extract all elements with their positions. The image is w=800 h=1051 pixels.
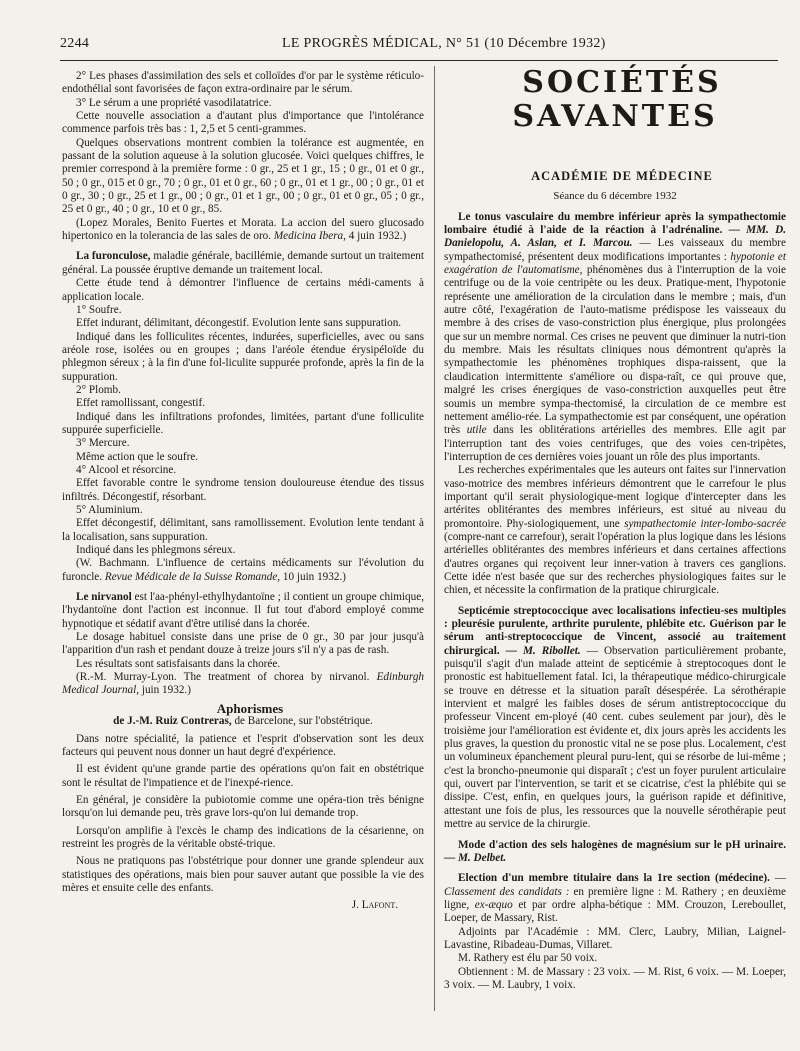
aphorism: Il est évident qu'une grande partie des opérations qu'on fait en obstétrique sont le résultat de l'impatience et de l'inexpé-rience. bbox=[62, 763, 424, 789]
paragraph: 3° Le sérum a une propriété vasodilatatrice. bbox=[76, 96, 272, 109]
paragraph: Adjoints par l'Académie : MM. Clerc, Laubry, Milian, Laignel-Lavastine, Ribadeau-Dumas, Villaret. bbox=[444, 925, 786, 951]
article-lead: La furonculose, bbox=[76, 250, 151, 263]
aphorism: Nous ne pratiquons pas l'obstétrique pour donner une grande splendeur aux statistiques des opérations, mais bien pour sauver autant que possible la vie des mères et ensuite celle des enfants. bbox=[62, 855, 424, 894]
paragraph: 2° Les phases d'assimilation des sels et colloïdes d'or par le système réticulo-endothélial sont favorisées de façon extra-ordinaire par le sérum. bbox=[62, 70, 424, 96]
paragraph: Les résultats sont satisfaisants dans la chorée. bbox=[76, 657, 281, 670]
citation: (R.-M. Murray-Lyon. The treatment of chorea by nirvanol. Edinburgh Medical Journal, juin 1932.) bbox=[62, 671, 425, 697]
paragraph: Même action que le soufre. bbox=[76, 450, 199, 463]
running-title: LE PROGRÈS MÉDICAL, N° 51 (10 Décembre 1932) bbox=[282, 36, 606, 51]
paragraph: Le dosage habituel consiste dans une prise de 0 gr., 30 par jour jusqu'à l'apparition d'un rash et pendant douze à treize jours s'il n'y a pas de rash. bbox=[62, 631, 424, 657]
paragraph: M. Rathery est élu par 50 voix. bbox=[458, 952, 598, 965]
paragraph: Quelques observations montrent combien la tolérance est augmentée, en passant de la solution aqueuse à la solution glucosée. Voici quelques chiffres, le premier correspond à la première forme : 0 gr., 25 et 1 gr., 15 ; 0 gr., 01 et 0 gr., 50 ; 0 gr., 015 et 0 gr., 70 ; 0 gr., 01 et 0 gr., 60 ; 0 gr., 01 et 1 gr., 00 ; 0 gr., 01 et 0 gr., 30 ; 0 gr., 25 et 1 gr., 00 ; 0 gr., 01 et 1 gr., 00 ; 0 gr., 01 et 0 gr., 05 ; 0 gr., 25 et 0 gr., 40 ; 0 gr., 10 et 0 gr., 85. bbox=[62, 136, 424, 216]
article-furonculose: La furonculose, maladie générale, bacillémie, demande surtout un traitement général. La poussée éruptive demande un traitement local. bbox=[62, 250, 424, 276]
paragraph: Effet indurant, délimitant, décongestif. Evolution lente sans suppuration. bbox=[76, 317, 402, 330]
paragraph: Cette nouvelle association a d'autant plus d'importance que l'intolérance commence parfois très bas : 1, 2,5 et 5 centi-grammes. bbox=[62, 110, 424, 136]
aphorism: Dans notre spécialité, la patience et l'esprit d'observation sont les deux facteurs qui peuvent nous donner un haut degré d'expérience. bbox=[62, 732, 424, 758]
aphorismes-title: Aphorismes bbox=[216, 700, 284, 716]
communication-tonus: Le tonus vasculaire du membre inférieur après la sympathectomie lombaire étudié à l'aide de la réaction à l'adrénaline. — MM. D. Danielopolu, A. Aslan, et I. Marcou. — Les vaisseaux du membre sympathectomisé, présentent deux modifications importantes : hypotonie et exagération de l'automatisme, phénomènes dus à l'interruption de la voie centrifuge ou de la voie centripète ou les deux. Pratique-ment, l'hypotonie représente une amélioration de la circulation dans le membre ; mais, d'un autre côté, l'exagération de l'auto-matisme prédispose les vaisseaux du membre à des crises de vaso-constriction plus énergique, plus prolongées que sur un membre normal. Ces crises ne peuvent que diminuer la nutri-tion du membre. Mais les résultats cliniques nous démontrent qu'après la sympathectomie les phénomènes trophiques dispa-raissent, que la claudication intermittente s'améliore ou dispa-raît, ce qui prouve que, malgré les crises énergiques de vaso-constriction auxquelles peut être soumis un membre sympa-thectomisé, la circulation de ce membre est nettement amélio-rée. La sympathectomie est par conséquent, une opération très utile dans les oblitérations artérielles des membres. Elle agit par l'interruption tant des voies centrifuges, que des voies cen-tripètes, l'interruption de ces dernières voies jouant un rôle des plus importants. bbox=[444, 210, 787, 463]
aphorism: En général, je considère la pubiotomie comme une opéra-tion très bénigne lorsqu'on lui demande peu, très grave lors-qu'on lui demande trop. bbox=[62, 793, 424, 820]
paragraph: Les recherches expérimentales que les auteurs ont faites sur l'innervation vaso-motrice des membres inférieurs démontrent que le carrefour le plus important qu'il serait physiologique-ment logique d'intercepter dans les artérites oblitérantes des membres inférieurs, est situé au niveau du promontoire. Phy-siologiquement, une sympathectomie inter-lombo-sacrée (compre-nant ce carrefour), serait l'opération la plus logique dans les lésions artérielles oblitérantes des membres inférieurs et dans certaines affections d'autres organes qui reçoivent leur inner-vation à travers ces ganglions. Cette idée n'est basée que sur des recherches physiologiques faites sur le chien, et nécessite la confirmation de la pratique chirurgicale. bbox=[444, 464, 786, 597]
citation: (Lopez Morales, Benito Fuertes et Morata. La accion del suero glucosado hipertonico en la tolerancia de las sales de oro. Medicina Ibera, 4 juin 1932.) bbox=[62, 216, 424, 243]
paragraph: Indiqué dans les infiltrations profondes, limitées, partant d'une folliculite suppurée superficielle. bbox=[62, 410, 424, 436]
paragraph: Effet décongestif, délimitant, sans ramollissement. Evolution lente tendant à la localisation, sans suppuration. bbox=[62, 517, 424, 543]
aphorismes-subtitle: de J.-M. Ruiz Contreras, de Barcelone, sur l'obstétrique. bbox=[113, 715, 373, 728]
left-column bbox=[62, 66, 424, 913]
column-rule bbox=[434, 66, 435, 1011]
paragraph: Indiqué dans les folliculites récentes, indurées, superficielles, avec ou sans aréole rose, isolées ou en groupes ; dans l'aréole étendue érysipéloïde du phlegmon séreux ; à la fin d'une fol-liculite suppurée profonde, après la fin de la suppuration. bbox=[62, 330, 424, 383]
communication-magnesium: Mode d'action des sels halogènes de magnésium sur le pH urinaire. — M. Delbet. bbox=[444, 838, 786, 864]
paragraph: Cette étude tend à démontrer l'influence de certains médi-caments à application locale. bbox=[62, 277, 424, 303]
paragraph: 5° Aluminium. bbox=[76, 504, 143, 516]
section-title: SOCIÉTÉS SAVANTES bbox=[512, 65, 722, 134]
paragraph: 1° Soufre. bbox=[76, 303, 122, 316]
aphorism: Lorsqu'on amplifie à l'excès le champ des indications de la césarienne, on restreint les progrès de la véritable obsté-trique. bbox=[62, 824, 424, 850]
paragraph: 4° Alcool et résorcine. bbox=[76, 463, 177, 476]
paragraph: Obtiennent : M. de Massary : 23 voix. — M. Rist, 6 voix. — M. Loeper, 3 voix. — M. Laubry, 1 voix. bbox=[444, 965, 786, 991]
article-lead: Le nirvanol bbox=[76, 591, 132, 604]
signature: J. Lafont. bbox=[351, 899, 398, 912]
page-header bbox=[60, 22, 760, 51]
election-notice: Election d'un membre titulaire dans la 1re section (médecine). — Classement des candidats : en première ligne : M. Rathery ; en deuxième ligne, ex-æquo et par ordre alpha-bétique : MM. Crouzon, Lereboullet, Loeper, de Massary, Rist. bbox=[444, 872, 787, 925]
paragraph: 3° Mercure. bbox=[76, 437, 130, 450]
right-column bbox=[444, 66, 786, 992]
seance-date: Séance du 6 décembre 1932 bbox=[553, 190, 677, 203]
paragraph: 2° Plomb. bbox=[76, 383, 121, 396]
article-nirvanol: Le nirvanol est l'aa-phényl-ethylhydantoïne ; il contient un groupe chimique, l'hydantoïne dont l'action est inconnue. Il fut tout d'abord employé comme hypnotique et sédatif avant d'être utilisé dans la chorée. bbox=[62, 591, 424, 630]
communication-septicemie: Septicémie streptococcique avec localisations infectieu-ses multiples : pleurésie purulente, arthrite purulente, phlébite etc. Guérison par le sérum anti-streptococcique de Vincent, associé au traitement chirurgical. — M. Ribollet. — Observation particulièrement probante, puisqu'il s'agit d'un malade atteint de septicémie à streptocoques dont le pronostic est habituellement fatal. Ici, la thérapeutique médico-chirurgicale se trouve en détresse et la situation paraît désespérée. La sérothérapie intervient et malgré les faibles doses de sérum antistreptococcique du professeur Vincent em-ployé (40 cent. cubes seulement par jour), dès le troisième jour l'amélioration est évidente et, dix jours après les accidents les plus graves, la question du pronostic vital ne se pose plus. Localement, c'est un volumineux épanchement pleural puru-lent, qui se résorbe de lui-même ; c'est la broncho-pneumonie qui disparaît ; c'est un foyer purulent articulaire qui, ouvert par l'intervention, se tarit et se cicatrise, c'est la phlébite qui se dissipe. C'est, enfin, en quelques jours, la guérison rapide et définitive, attestant une fois de plus, les ressources que la nouvelle sérothérapie peut mettre au service de la chirurgie. bbox=[444, 604, 787, 831]
paragraph: Indiqué dans les phlegmons séreux. bbox=[76, 544, 236, 557]
paragraph: Effet favorable contre le syndrome tension douloureuse étendue des tissus infiltrés. Décongestif, résorbant. bbox=[62, 477, 424, 503]
paragraph: Effet ramollissant, congestif. bbox=[76, 397, 206, 410]
academy-heading: ACADÉMIE DE MÉDECINE bbox=[531, 169, 713, 183]
citation: (W. Bachmann. L'influence de certains médicaments sur l'évolution du furoncle. Revue Médicale de la Suisse Romande, 10 juin 1932.) bbox=[62, 557, 424, 583]
page-number: 2244 bbox=[60, 36, 90, 51]
header-rule bbox=[60, 60, 778, 61]
